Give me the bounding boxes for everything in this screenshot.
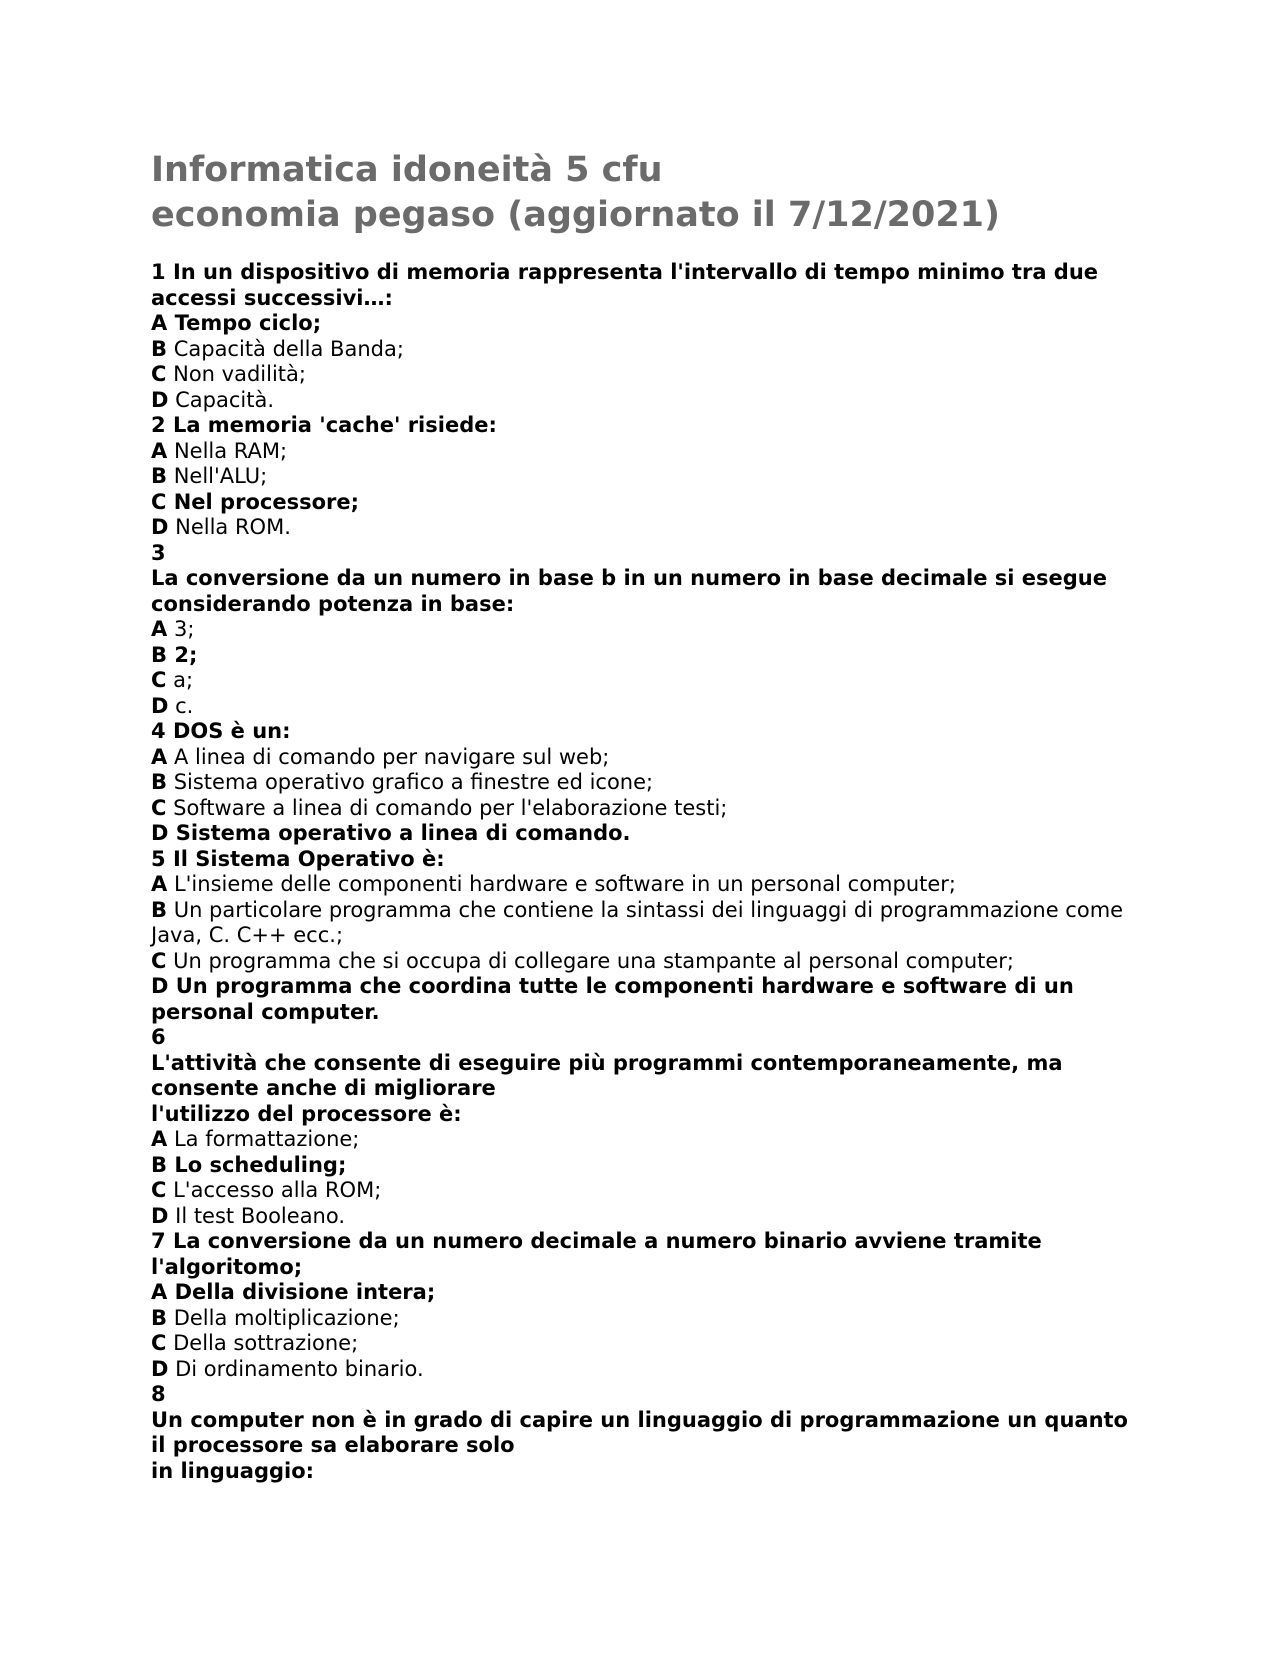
option-text: L'insieme delle componenti hardware e software in un personal computer; [173, 872, 957, 896]
question-text: 4 DOS è un: [151, 719, 291, 743]
question-number: 8 [151, 1382, 166, 1406]
question-number: 6 [151, 1025, 166, 1049]
question-list [151, 260, 1141, 1484]
option-text: Capacità. [175, 387, 275, 412]
answer-option [151, 1357, 1141, 1383]
question-number: 7 [151, 1229, 166, 1253]
document-title-line-2: economia pegaso (aggiornato il 7/12/2021) [151, 195, 1001, 235]
option-letter: B [151, 642, 168, 667]
answer-option [151, 694, 1141, 720]
answer-option [151, 362, 1141, 388]
question-text-line: Un computer non è in grado di capire un linguaggio di programmazione un quanto il processore sa elaborare solo [151, 1407, 1128, 1457]
option-letter: B [151, 897, 168, 922]
answer-option [151, 439, 1141, 465]
option-letter: D [151, 515, 169, 539]
option-text: Della moltiplicazione; [173, 1305, 400, 1330]
answer-option [151, 617, 1141, 643]
option-text: Nell'ALU; [173, 464, 268, 488]
option-text: c. [175, 693, 194, 718]
option-text: Non vadilità; [173, 362, 306, 386]
option-text: A linea di comando per navigare sul web; [173, 744, 610, 769]
option-letter: A [151, 1280, 168, 1304]
option-letter: D [151, 821, 169, 845]
answer-option [151, 898, 1141, 949]
question-text: 7 La conversione da un numero decimale a numero binario avviene tramite l'algoritomo; [151, 1229, 1042, 1279]
option-text: La formattazione; [173, 1127, 360, 1151]
answer-option [151, 1331, 1141, 1357]
option-text: L'accesso alla ROM; [173, 1178, 382, 1202]
question-text-line: in linguaggio: [151, 1458, 315, 1483]
option-text: Un particolare programma che contiene la sintassi dei linguaggi di programmazione come Java, C. C++ ecc.; [151, 897, 1124, 947]
answer-option [151, 490, 1141, 516]
option-letter: A [151, 311, 168, 335]
option-text: Della sottrazione; [173, 1331, 359, 1355]
answer-option [151, 949, 1141, 975]
option-letter: D [151, 1203, 169, 1228]
answer-option [151, 668, 1141, 694]
option-text: Software a linea di comando per l'elaborazione testi; [173, 795, 728, 820]
question-6 [151, 1025, 1141, 1229]
option-letter: B [151, 1305, 168, 1330]
question-number: 3 [151, 540, 166, 565]
question-text-line: L'attività che consente di eseguire più programmi contemporaneamente, ma consente anche di migliorare [151, 1050, 1063, 1100]
option-letter: D [151, 974, 169, 998]
option-text: Sistema operativo grafico a finestre ed icone; [173, 770, 654, 794]
question-text: La conversione da un numero in base b in un numero in base decimale si esegue considerando potenza in base: [151, 566, 1107, 616]
answer-option [151, 311, 1141, 337]
answer-option [151, 643, 1141, 669]
answer-option [151, 337, 1141, 363]
option-text: 3; [173, 617, 195, 641]
option-text: Nella ROM. [175, 515, 291, 539]
option-letter: D [151, 1356, 169, 1381]
answer-option [151, 1127, 1141, 1153]
option-text: Capacità della Banda; [173, 336, 404, 361]
document-page [151, 148, 1141, 1484]
option-text: a; [173, 668, 194, 692]
option-letter: C [151, 1331, 167, 1355]
question-number: 2 [151, 413, 166, 437]
option-text: Un programma che coordina tutte le componenti hardware e software di un personal computer. [151, 974, 1074, 1024]
option-text: Il test Booleano. [175, 1203, 346, 1228]
option-letter: A [151, 438, 168, 463]
option-letter: A [151, 744, 168, 769]
question-7 [151, 1229, 1141, 1382]
option-letter: A [151, 872, 168, 896]
question-3 [151, 541, 1141, 720]
option-letter: D [151, 387, 169, 412]
answer-option [151, 745, 1141, 771]
option-letter: C [151, 948, 167, 973]
answer-option [151, 770, 1141, 796]
answer-option [151, 1178, 1141, 1204]
option-letter: B [151, 1152, 168, 1177]
answer-option [151, 872, 1141, 898]
option-text: Tempo ciclo; [174, 311, 322, 335]
question-number: 4 [151, 719, 166, 743]
question-4 [151, 719, 1141, 847]
option-text: Nel processore; [173, 489, 359, 514]
option-letter: B [151, 336, 168, 361]
option-letter: C [151, 362, 167, 386]
answer-option [151, 821, 1141, 847]
option-letter: B [151, 770, 168, 794]
question-number: 5 [151, 846, 166, 871]
option-text: 2; [174, 642, 198, 667]
answer-option [151, 1153, 1141, 1179]
option-text: Sistema operativo a linea di comando. [175, 821, 631, 845]
question-text: 2 La memoria 'cache' risiede: [151, 413, 497, 437]
answer-option [151, 464, 1141, 490]
document-title [151, 148, 1141, 238]
option-letter: B [151, 464, 168, 488]
option-text: Di ordinamento binario. [175, 1356, 424, 1381]
option-letter: A [151, 1127, 168, 1151]
option-letter: C [151, 1178, 167, 1202]
answer-option [151, 515, 1141, 541]
option-letter: A [151, 617, 168, 641]
answer-option [151, 1280, 1141, 1306]
option-text: Lo scheduling; [174, 1152, 347, 1177]
question-5 [151, 847, 1141, 1026]
document-title-line-1: Informatica idoneità 5 cfu [151, 150, 663, 190]
answer-option [151, 1306, 1141, 1332]
answer-option [151, 1204, 1141, 1230]
question-text: 1 In un dispositivo di memoria rappresenta l'intervallo di tempo minimo tra due accessi successivi…: [151, 260, 1099, 310]
question-1 [151, 260, 1141, 413]
option-text: Nella RAM; [173, 438, 288, 463]
answer-option [151, 388, 1141, 414]
question-2 [151, 413, 1141, 541]
question-number: 1 [151, 260, 166, 284]
question-text: 5 Il Sistema Operativo è: [151, 846, 445, 871]
option-letter: C [151, 795, 167, 820]
question-8 [151, 1382, 1141, 1484]
question-text-line: l'utilizzo del processore è: [151, 1101, 462, 1126]
answer-option [151, 974, 1141, 1025]
option-text: Un programma che si occupa di collegare una stampante al personal computer; [173, 948, 1015, 973]
option-text: Della divisione intera; [174, 1280, 436, 1304]
option-letter: C [151, 489, 167, 514]
answer-option [151, 796, 1141, 822]
option-letter: C [151, 668, 167, 692]
option-letter: D [151, 693, 169, 718]
